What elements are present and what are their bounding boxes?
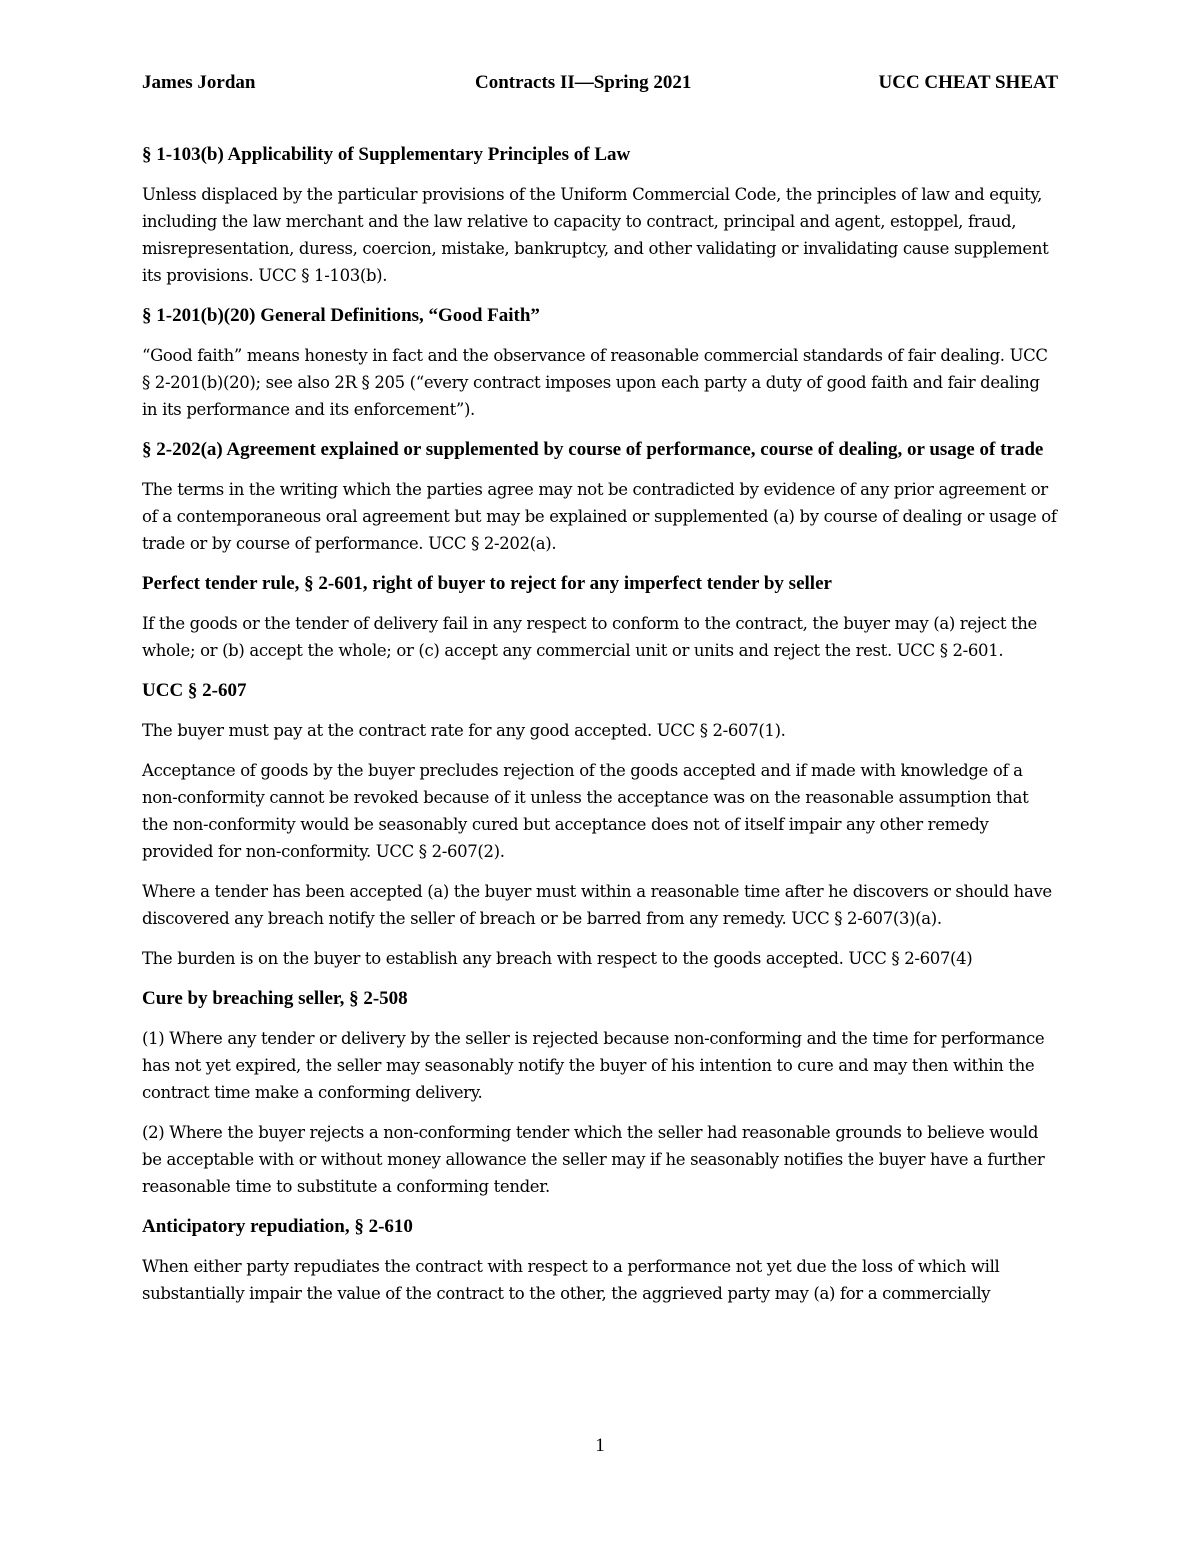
section-paragraph: “Good faith” means honesty in fact and the observance of reasonable commercial standards of fair dealing. UCC § 2-201(b)(20); see also 2R § 205 (“every contract imposes upon each party a duty of good faith and fair dealing in its performance and its enforcement”). bbox=[142, 346, 1048, 419]
section-heading: Cure by breaching seller, § 2-508 bbox=[142, 988, 408, 1009]
section-paragraph: When either party repudiates the contract with respect to a performance not yet due the loss of which will substantially impair the value of the contract to the other, the aggrieved party may (a) for a commercially bbox=[142, 1257, 1000, 1303]
section-paragraph: Unless displaced by the particular provisions of the Uniform Commercial Code, the principles of law and equity, including the law merchant and the law relative to capacity to contract, principal and agent, estoppel, fraud, misrepresentation, duress, coercion, mistake, bankruptcy, and other validating or invalidating cause supplement its provisions. UCC § 1-103(b). bbox=[142, 185, 1049, 285]
section-paragraph: Acceptance of goods by the buyer precludes rejection of the goods accepted and if made with knowledge of a non-conformity cannot be revoked because of it unless the acceptance was on the reasonable assumption that the non-conformity would be seasonably cured but acceptance does not of itself impair any other remedy provided for non-conformity. UCC § 2-607(2). bbox=[142, 761, 1029, 861]
document-body bbox=[142, 141, 1058, 1320]
section-heading: § 2-202(a) Agreement explained or supplemented by course of performance, course of dealing, or usage of trade bbox=[142, 439, 1044, 460]
section-2-508 bbox=[142, 985, 1058, 1200]
section-2-601 bbox=[142, 570, 1058, 664]
section-heading: § 1-201(b)(20) General Definitions, “Good Faith” bbox=[142, 305, 540, 326]
section-paragraph: The buyer must pay at the contract rate for any good accepted. UCC § 2-607(1). bbox=[142, 721, 786, 740]
section-paragraph: Where a tender has been accepted (a) the buyer must within a reasonable time after he discovers or should have discovered any breach notify the seller of breach or be barred from any remedy. UCC § 2-607(3)(a). bbox=[142, 882, 1052, 928]
page-number: 1 bbox=[595, 1435, 605, 1456]
section-paragraph: (2) Where the buyer rejects a non-conforming tender which the seller had reasonable grounds to believe would be acceptable with or without money allowance the seller may if he seasonably notifies the buyer have a further reasonable time to substitute a conforming tender. bbox=[142, 1123, 1045, 1196]
section-heading: Anticipatory repudiation, § 2-610 bbox=[142, 1216, 413, 1237]
section-1-201b20 bbox=[142, 302, 1058, 423]
section-heading: UCC § 2-607 bbox=[142, 680, 247, 701]
section-heading: § 1-103(b) Applicability of Supplementary Principles of Law bbox=[142, 144, 631, 165]
header-author: James Jordan bbox=[142, 72, 256, 93]
section-paragraph: (1) Where any tender or delivery by the seller is rejected because non-conforming and the time for performance has not yet expired, the seller may seasonably notify the buyer of his intention to cure and may then within the contract time make a conforming delivery. bbox=[142, 1029, 1045, 1102]
header-course: Contracts II—Spring 2021 bbox=[475, 72, 692, 93]
page-header bbox=[142, 72, 1058, 98]
section-paragraph: The burden is on the buyer to establish any breach with respect to the goods accepted. UCC § 2-607(4) bbox=[142, 949, 973, 968]
section-2-607 bbox=[142, 677, 1058, 972]
section-paragraph: The terms in the writing which the parties agree may not be contradicted by evidence of any prior agreement or of a contemporaneous oral agreement but may be explained or supplemented (a) by course of dealing or usage of trade or by course of performance. UCC § 2-202(a). bbox=[142, 480, 1057, 553]
section-2-610 bbox=[142, 1213, 1058, 1307]
section-paragraph: If the goods or the tender of delivery fail in any respect to conform to the contract, the buyer may (a) reject the whole; or (b) accept the whole; or (c) accept any commercial unit or units and reject the rest. UCC § 2-601. bbox=[142, 614, 1037, 660]
header-title: UCC CHEAT SHEAT bbox=[878, 72, 1058, 93]
section-1-103b bbox=[142, 141, 1058, 289]
section-2-202a bbox=[142, 436, 1058, 557]
section-heading: Perfect tender rule, § 2-601, right of buyer to reject for any imperfect tender by seller bbox=[142, 573, 832, 594]
